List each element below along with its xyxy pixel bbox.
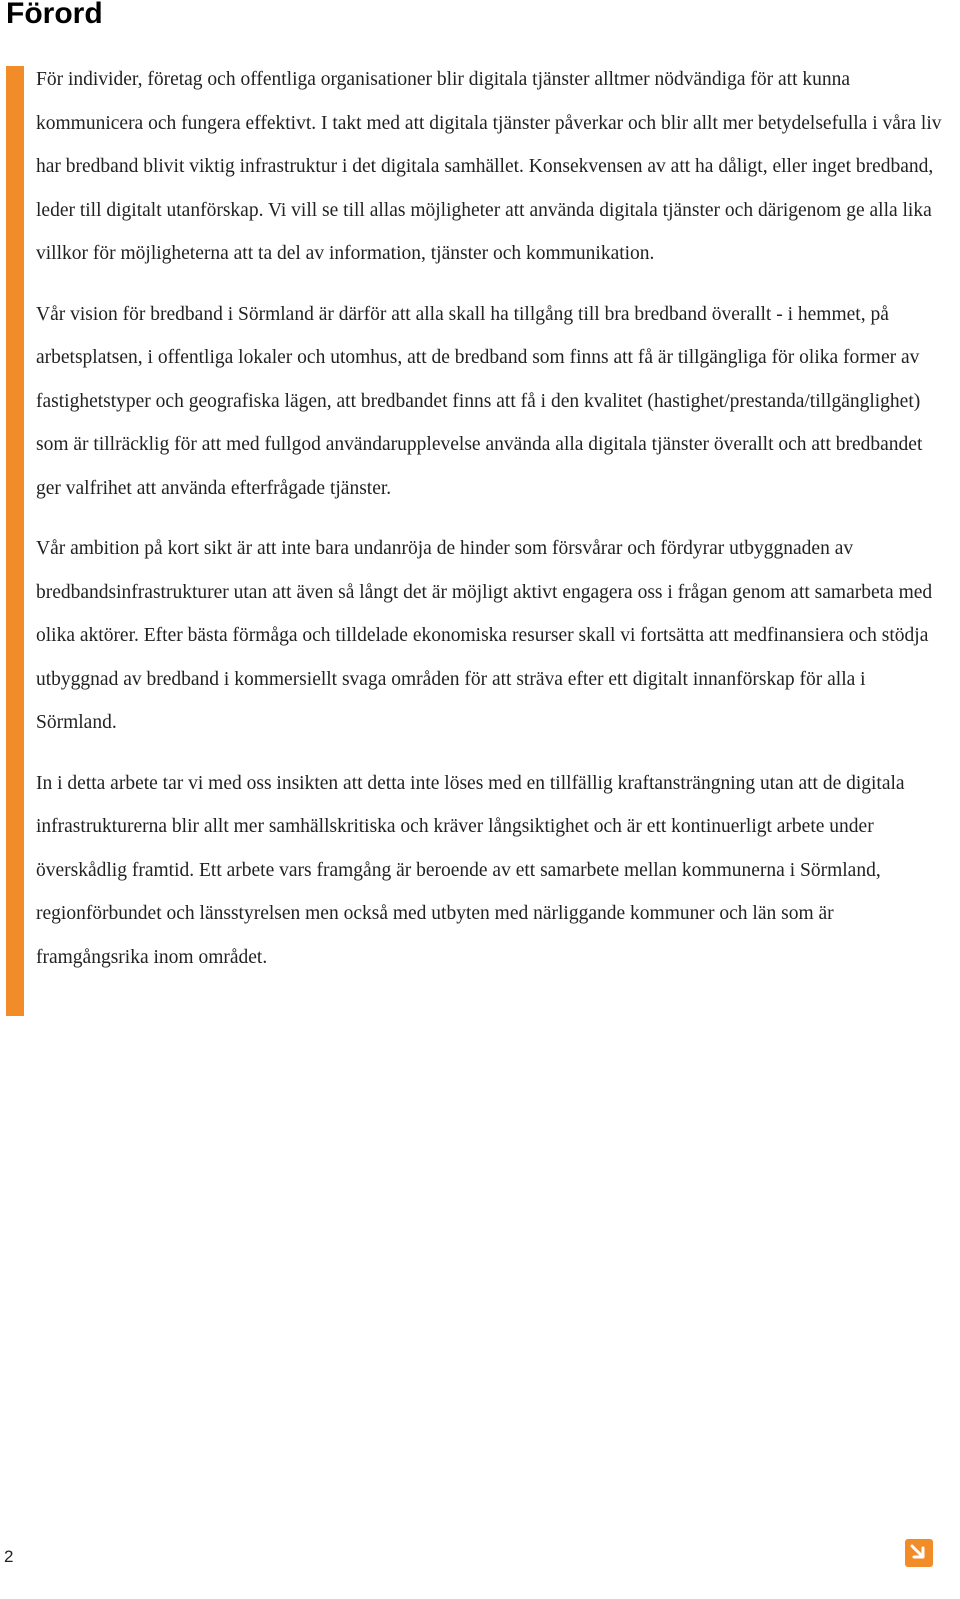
body-text: [36, 58, 946, 996]
paragraph-1: För individer, företag och offentliga organisationer blir digitala tjänster alltmer nödvändiga för att kunna kommunicera och fungera effektivt. I takt med att digitala tjänster påverkar och blir allt mer betydelsefulla i våra liv har bredband blivit viktig infrastruktur i det digitala samhället. Konsekvensen av att ha dåligt, eller inget bredband, leder till digitalt utanförskap. Vi vill se till allas möjligheter att använda digitala tjänster och därigenom ge alla lika villkor för möjligheterna att ta del av information, tjänster och kommunikation.: [36, 69, 942, 264]
accent-bar: [6, 66, 24, 1016]
arrow-logo-icon: [905, 1539, 933, 1567]
paragraph-3: Vår ambition på kort sikt är att inte bara undanröja de hinder som försvårar och fördyrar utbyggnaden av bredbandsinfrastrukturer utan att även så långt det är möjligt aktivt engagera oss i frågan genom att samarbeta med olika aktörer. Efter bästa förmåga och tilldelade ekonomiska resurser skall vi fortsätta att medfinansiera och stödja utbyggnad av bredband i kommersiellt svaga områden för att sträva efter ett digitalt innanförskap för alla i Sörmland.: [36, 538, 933, 733]
page-title: Förord: [6, 0, 103, 30]
paragraph-4: In i detta arbete tar vi med oss insikten att detta inte löses med en tillfällig kraftansträngning utan att de digitala infrastrukturerna blir allt mer samhällskritiska och kräver långsiktighet och är ett kontinuerligt arbete under överskådlig framtid. Ett arbete vars framgång är beroende av ett samarbete mellan kommunerna i Sörmland, regionförbundet och länsstyrelsen men också med utbyten med närliggande kommuner och län som är framgångsrika inom området.: [36, 772, 905, 968]
page-number: 2: [4, 1547, 14, 1566]
paragraph-2: Vår vision för bredband i Sörmland är därför att alla skall ha tillgång till bra bredband överallt - i hemmet, på arbetsplatsen, i offentliga lokaler och utomhus, att de bredband som finns att få är tillgängliga för olika former av fastighetstyper och geografiska lägen, att bredbandet finns att få i den kvalitet (hastighet/prestanda/tillgänglighet) som är tillräcklig för att med fullgod användarupplevelse använda alla digitala tjänster överallt och att bredbandet ger valfrihet att använda efterfrågade tjänster.: [36, 303, 923, 499]
